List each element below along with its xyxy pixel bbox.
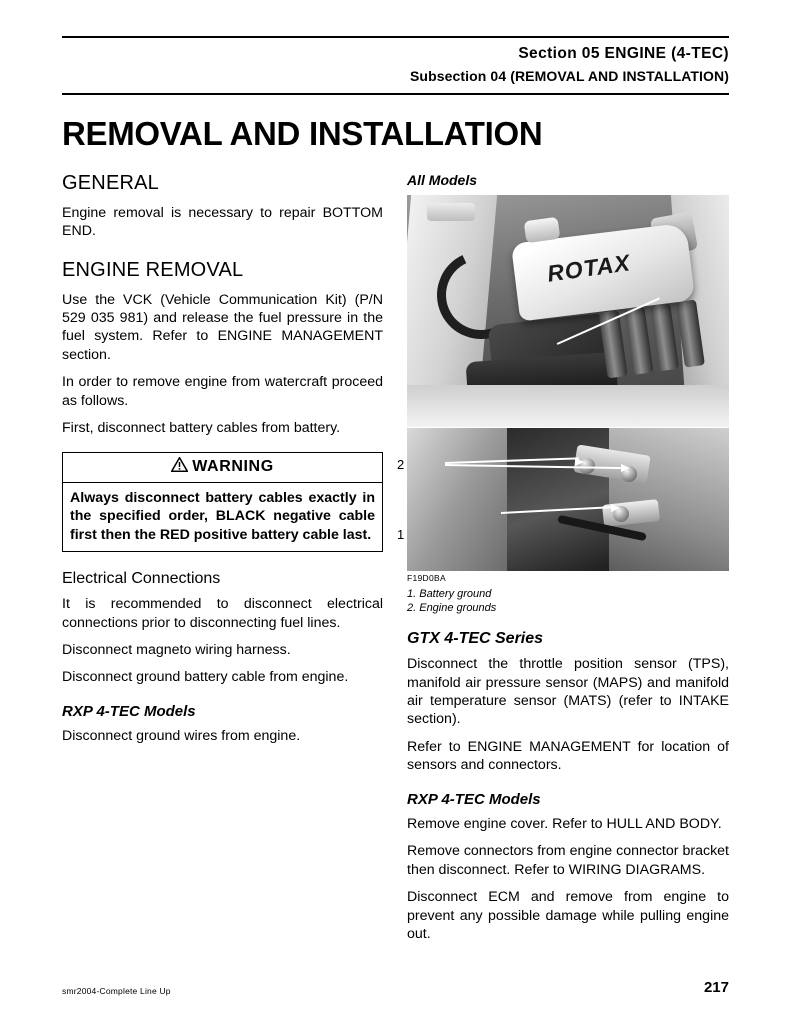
label-all-models: All Models [407,171,478,188]
paragraph-engine-removal-1: Use the VCK (Vehicle Communication Kit) (P/N 529 035 981) and release the fuel pressure in the fuel system. Refer to ENGINE MANAGEMENT section. [62,291,383,363]
heading-gtx-series: GTX 4-TEC Series [407,630,544,648]
figure-legend-item-2: 2. Engine grounds [407,602,497,615]
paragraph-electrical-3: Disconnect ground battery cable from engine. [62,669,349,686]
warning-header [63,453,382,483]
page-title: REMOVAL AND INSTALLATION [62,115,543,152]
paragraph-engine-removal-2: In order to remove engine from watercraft proceed as follows. [62,374,383,409]
page-number: 217 [703,979,729,996]
paragraph-engine-removal-3: First, disconnect battery cables from battery. [62,420,341,437]
paragraph-general: Engine removal is necessary to repair BOTTOM END. [62,204,383,240]
engine-brand-text: ROTAX [545,248,633,287]
two-column-body [62,172,729,944]
paragraph-electrical-1: It is recommended to disconnect electrical connections prior to disconnecting fuel lines. [62,596,383,631]
callout-1: 1 [397,526,405,542]
header-subsection: Subsection 04 (REMOVAL AND INSTALLATION) [409,68,729,84]
page-header [62,38,729,84]
header-section: Section 05 ENGINE (4-TEC) [518,45,729,62]
heading-engine-removal: ENGINE REMOVAL [62,258,244,281]
heading-rxp-models-right: RXP 4-TEC Models [407,790,541,808]
paragraph-rxp-right-2: Remove connectors from engine connector bracket then disconnect. Refer to WIRING DIAGRAMS. [407,843,729,878]
warning-title: WARNING [192,457,274,475]
paragraph-gtx-1: Disconnect the throttle position sensor (TPS), manifold air pressure sensor (MAPS) and manifold air temperature sensor (MATS) (refer to INTAKE section). [407,656,729,728]
paragraph-electrical-2: Disconnect magneto wiring harness. [62,641,291,658]
warning-box [62,452,383,552]
footer-document-code: smr2004-Complete Line Up [62,986,171,996]
figure-engine-grounds [397,195,729,616]
paragraph-rxp-right-1: Remove engine cover. Refer to HULL AND BODY. [407,815,722,832]
right-column [397,171,729,944]
callout-2: 2 [397,456,405,472]
heading-electrical-connections: Electrical Connections [62,570,221,588]
paragraph-rxp-left: Disconnect ground wires from engine. [62,727,301,744]
engine-bay-photo [407,195,729,427]
heading-rxp-models-left: RXP 4-TEC Models [62,702,196,720]
heading-general: GENERAL [62,171,159,194]
warning-text: Always disconnect battery cables exactly in the specified order, BLACK negative cable first then the RED positive battery cable last. [70,489,375,543]
figure-legend [407,587,729,616]
ground-connection-closeup-photo [407,427,729,571]
left-column [62,172,383,944]
figure-id: F19D0BA [407,572,446,583]
header-bottom-rule [62,93,729,95]
warning-triangle-icon [171,457,188,477]
paragraph-gtx-2: Refer to ENGINE MANAGEMENT for location of sensors and connectors. [407,738,729,774]
page-footer [62,979,729,996]
paragraph-rxp-right-3: Disconnect ECM and remove from engine to prevent any possible damage while pulling engine out. [407,889,729,943]
figure-legend-item-1: 1. Battery ground [407,587,492,600]
